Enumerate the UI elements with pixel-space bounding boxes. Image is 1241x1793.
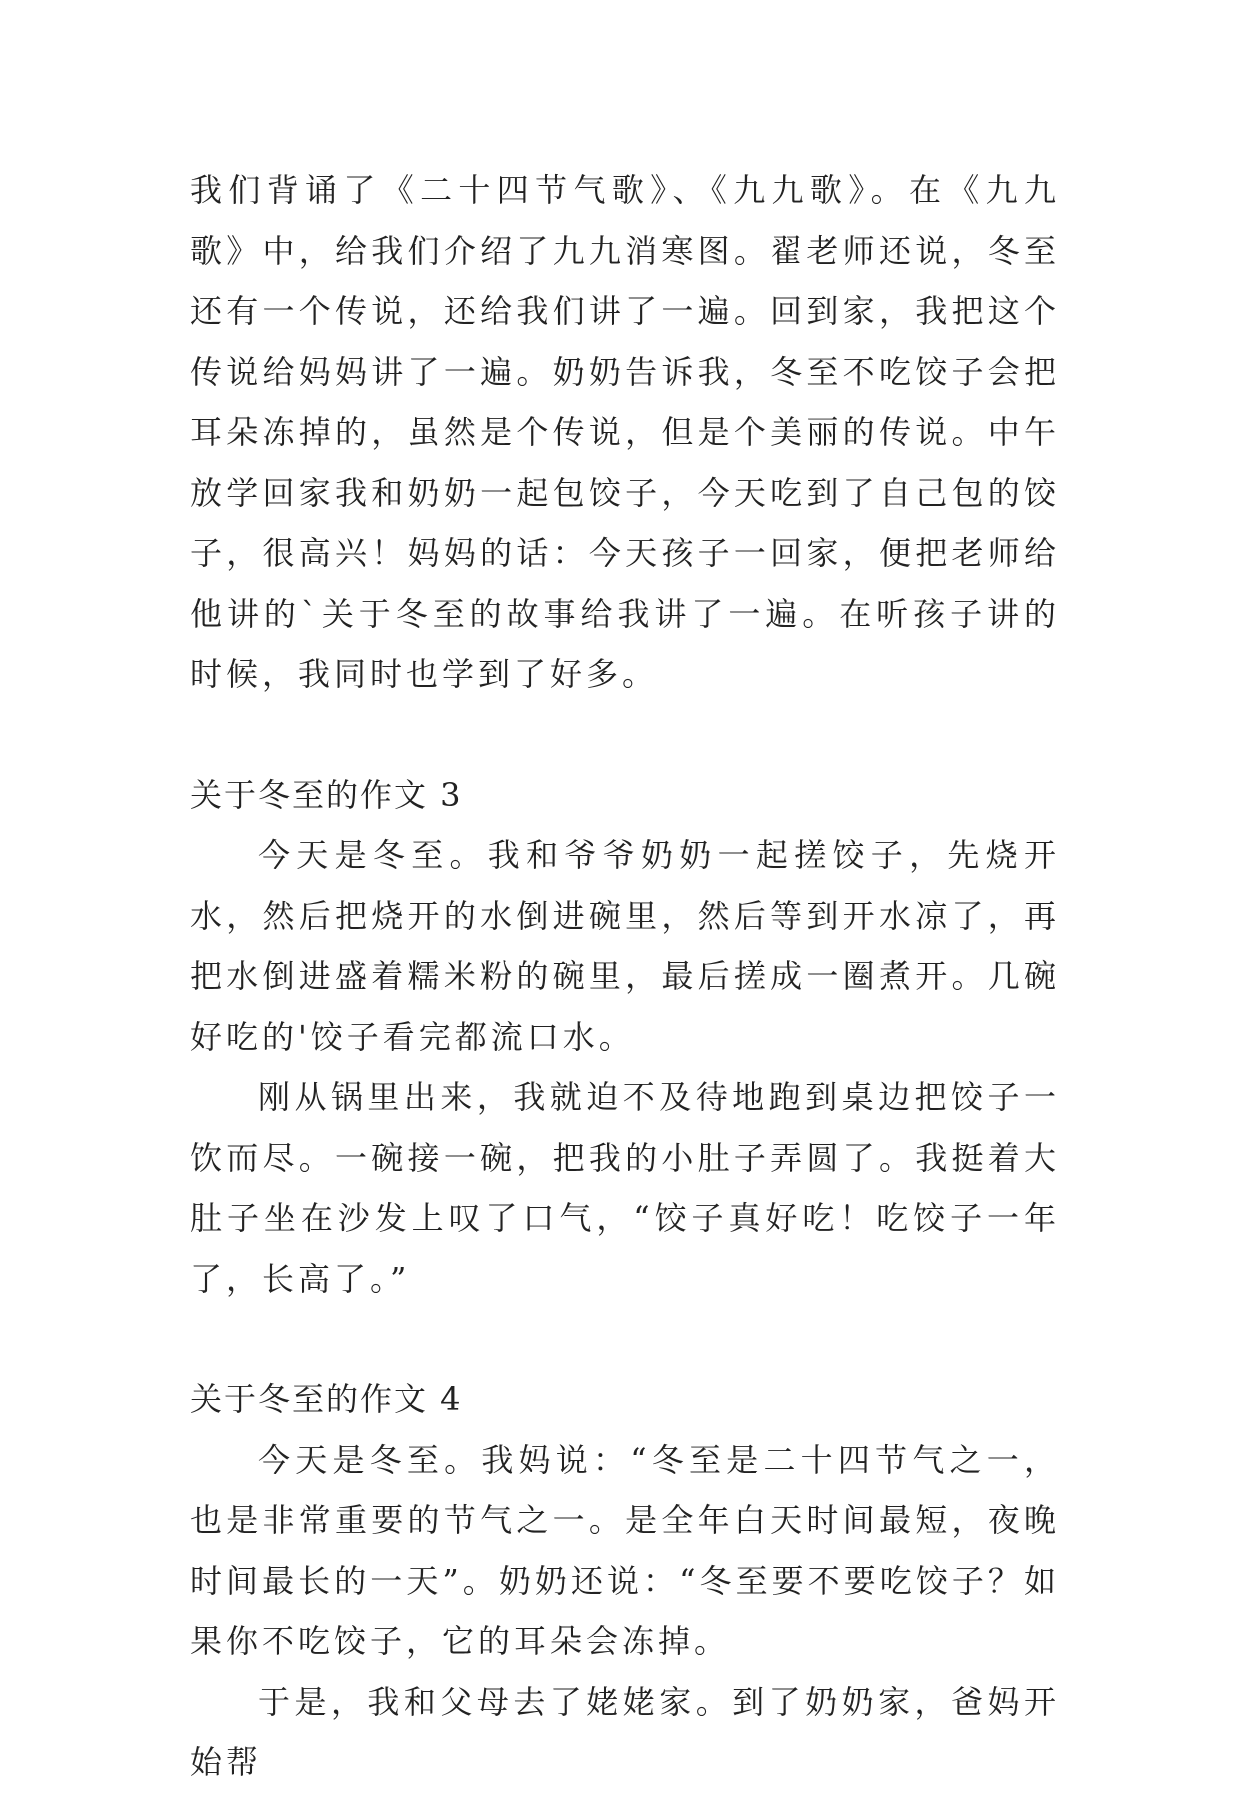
paragraph-3-2: 刚从锅里出来，我就迫不及待地跑到桌边把饺子一饮而尽。一碗接一碗，把我的小肚子弄圆了。我挺着大肚子坐在沙发上叹了口气，“饺子真好吃！吃饺子一年了，长高了。” [190,1078,1060,1298]
section-heading-4: 关于冬至的作文 4 [190,1380,463,1418]
document-body [190,160,1060,1793]
section-heading-3: 关于冬至的作文 3 [190,775,463,814]
paragraph-4-1: 今天是冬至。我妈说：“冬至是二十四节气之一，也是非常重要的节气之一。是全年白天时间最短，夜晚时间最长的一天”。奶奶还说：“冬至要不要吃饺子？如果你不吃饺子，它的耳朵会冻掉。 [190,1440,1060,1660]
section-gap [190,705,1060,765]
paragraph-4-2: 于是，我和父母去了姥姥家。到了奶奶家，爸妈开始帮 [190,1682,1060,1781]
paragraph-continued: 我们背诵了《二十四节气歌》、《九九歌》。在《九九歌》中，给我们介绍了九九消寒图。翟老师还说，冬至还有一个传说，还给我们讲了一遍。回到家，我把这个传说给妈妈讲了一遍。奶奶告诉我，冬至不吃饺子会把耳朵冻掉的，虽然是个传说，但是个美丽的传说。中午放学回家我和奶奶一起包饺子，今天吃到了自己包的饺子，很高兴！妈妈的话：今天孩子一回家，便把老师给他讲的`关于冬至的故事给我讲了一遍。在听孩子讲的时候，我同时也学到了好多。 [190,171,1060,693]
section-gap [190,1309,1060,1369]
paragraph-3-1: 今天是冬至。我和爷爷奶奶一起搓饺子，先烧开水，然后把烧开的水倒进碗里，然后等到开水凉了，再把水倒进盛着糯米粉的碗里，最后搓成一圈煮开。几碗好吃的'饺子看完都流口水。 [190,836,1060,1056]
